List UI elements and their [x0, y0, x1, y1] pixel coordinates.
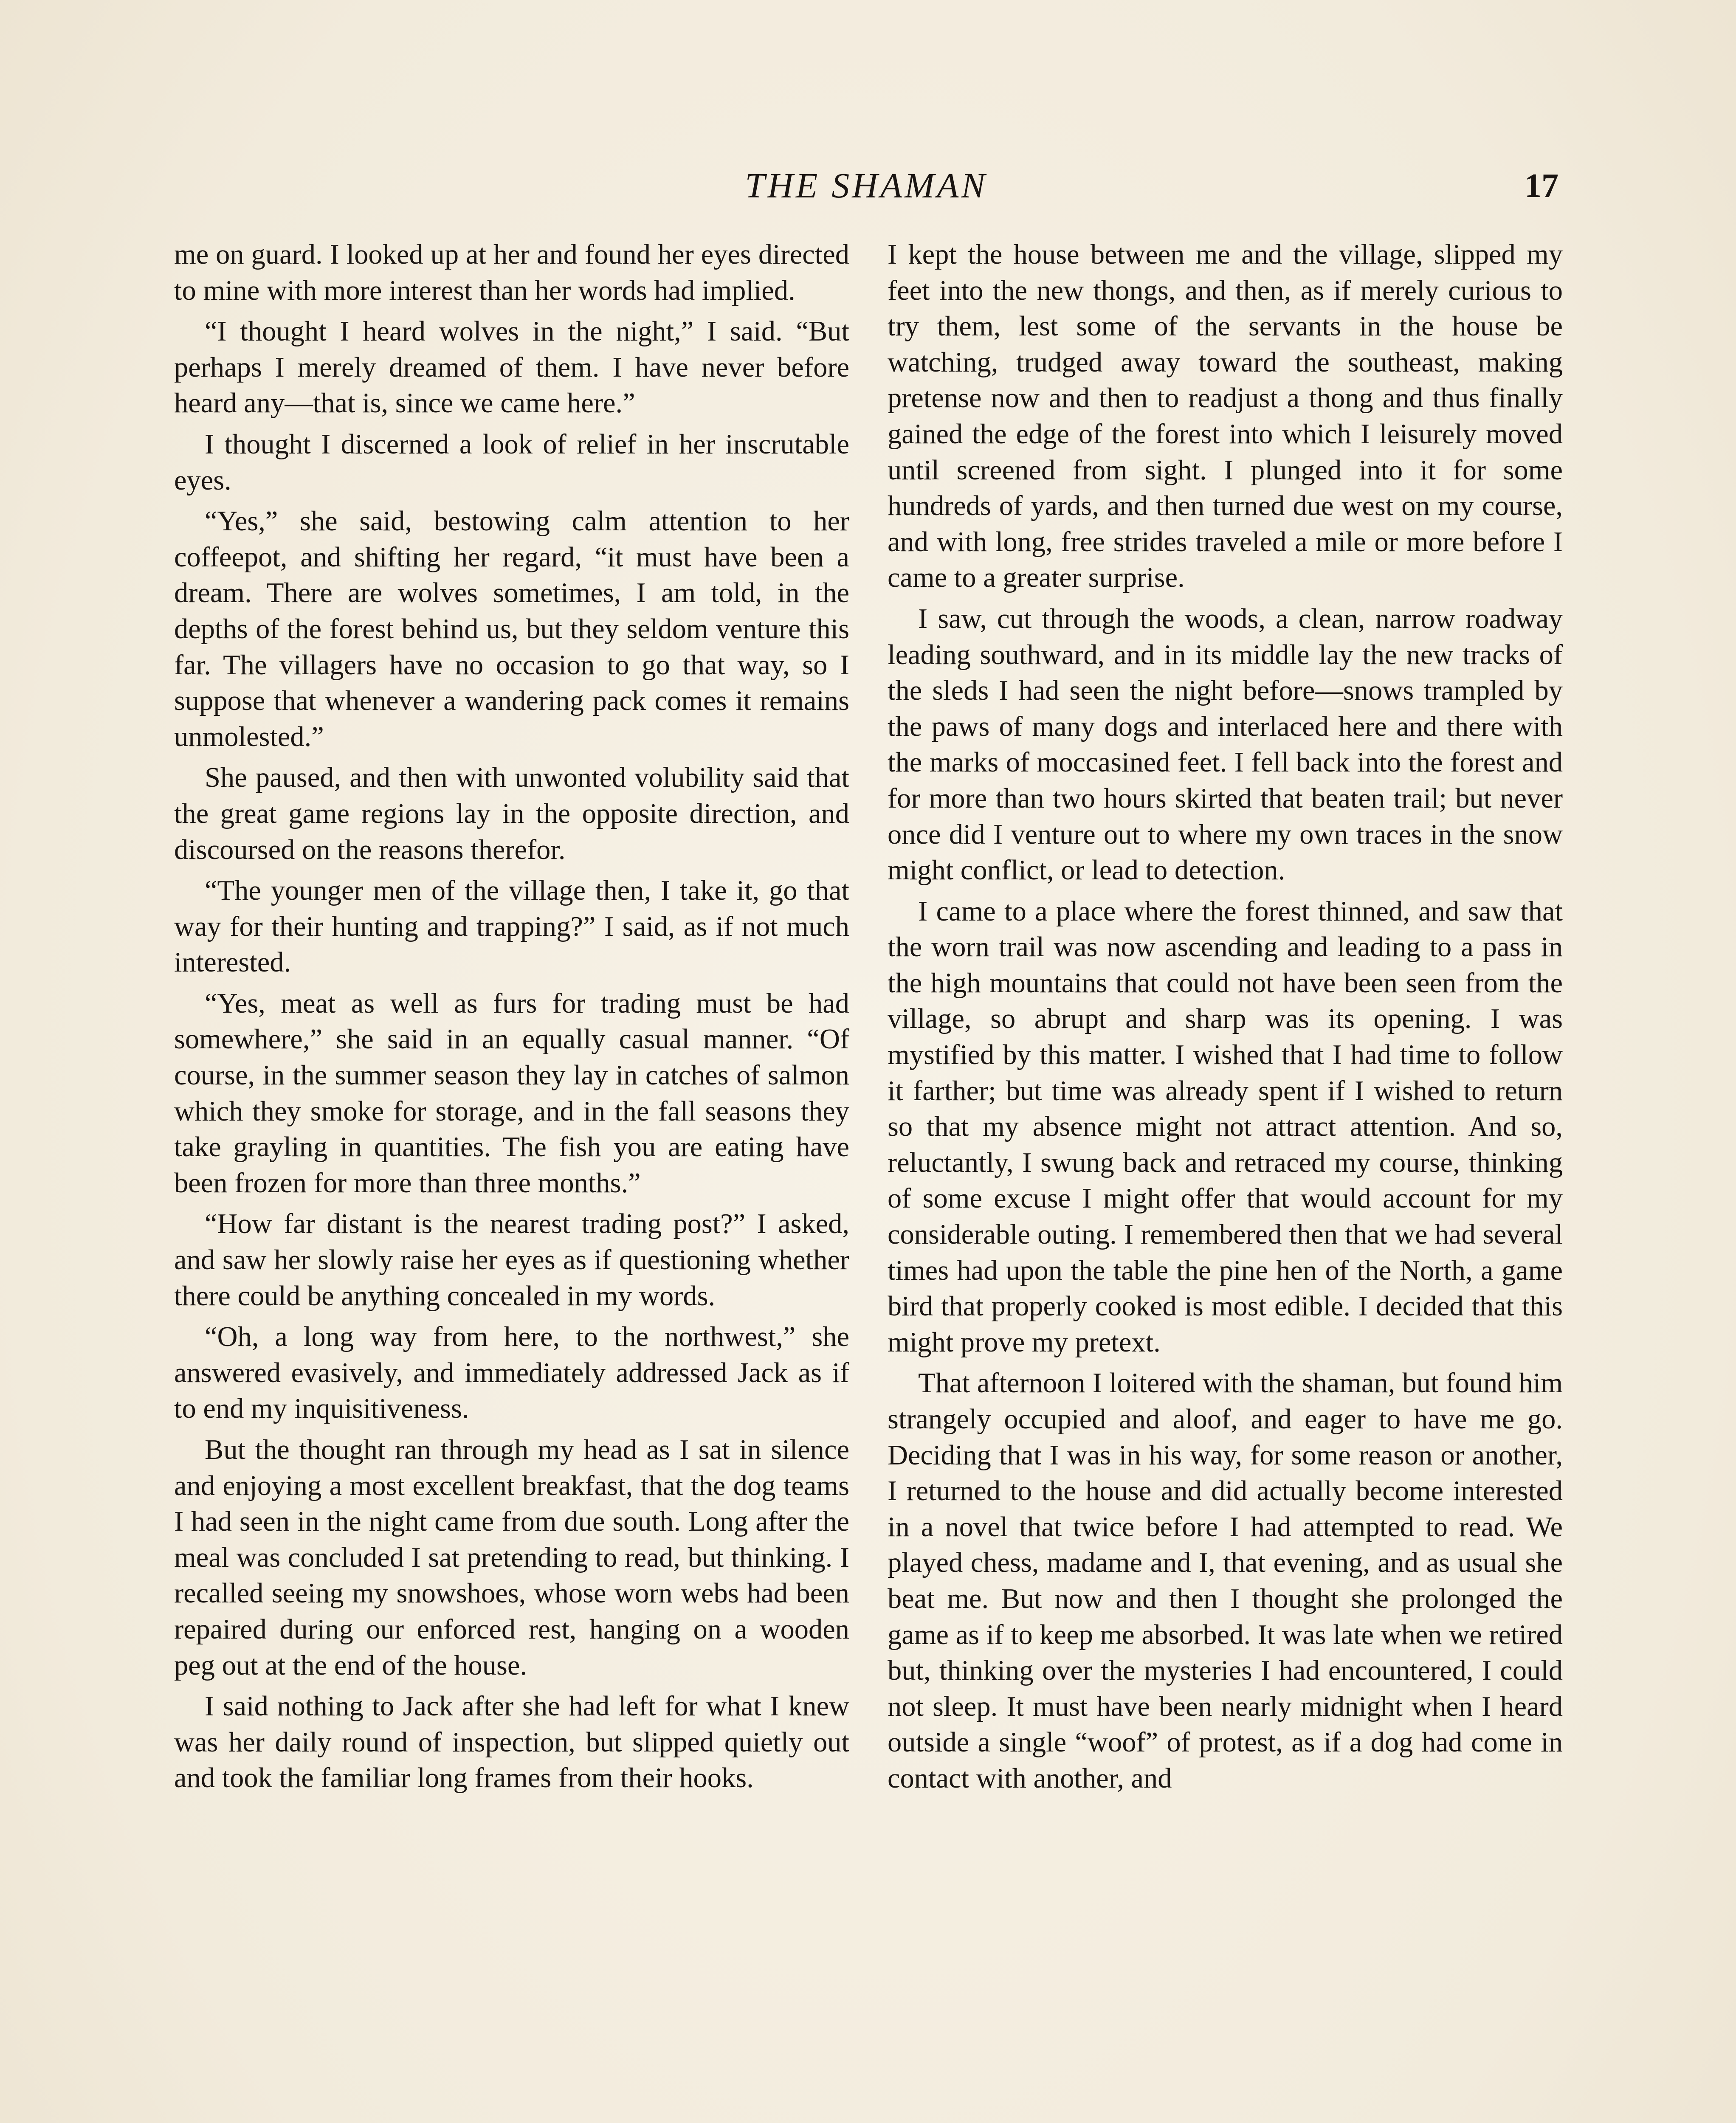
- paragraph: “Yes,” she said, bestowing calm attention to her coffeepot, and shifting her regard, “it must have been a dream. There are wolves sometimes, I am told, in the depths of the forest behind us, but they seldom venture this far. The villagers have no occasion to go that way, so I suppose that whenever a wandering pack comes it remains unmolested.”: [174, 506, 849, 752]
- paragraph: I came to a place where the forest thinned, and saw that the worn trail was now ascending and leading to a pass in the high mountains that could not have been seen from the village, so abrupt and sharp was its opening. I was mystified by this matter. I wished that I had time to follow it farther; but time was already spent if I wished to return so that my absence might not attract attention. And so, reluctantly, I swung back and retraced my course, thinking of some excuse I might offer that would account for my considerable outing. I remembered then that we had several times had upon the table the pine hen of the North, a game bird that properly cooked is most edible. I decided that this might prove my pretext.: [888, 895, 1563, 1358]
- paragraph: I thought I discerned a look of relief in her inscrutable eyes.: [174, 428, 849, 496]
- left-column: [174, 237, 849, 2123]
- paragraph: I said nothing to Jack after she had left for what I knew was her daily round of inspection, but slipped quietly out and took the familiar long frames from their hooks.: [174, 1691, 849, 1794]
- paragraph: “Yes, meat as well as furs for trading must be had somewhere,” she said in an equally casual manner. “Of course, in the summer season they lay in catches of salmon which they smoke for storage, and in the fall seasons they take grayling in quantities. The fish you are eating have been frozen for more than three months.”: [174, 988, 849, 1199]
- paragraph: That afternoon I loitered with the shaman, but found him strangely occupied and aloof, and eager to have me go. Deciding that I was in his way, for some reason or another, I returned to the house and did actually become interested in a novel that twice before I had attempted to read. We played chess, madame and I, that evening, and as usual she beat me. But now and then I thought she prolonged the game as if to keep me absorbed. It was late when we retired but, thinking over the mysteries I had encountered, I could not sleep. It must have been nearly midnight when I heard outside a single “woof” of protest, as if a dog had come in contact with another, and: [888, 1368, 1563, 1794]
- page-header: [174, 165, 1558, 211]
- paragraph: She paused, and then with unwonted volubility said that the great game regions lay in the opposite direction, and discoursed on the reasons therefor.: [174, 762, 849, 865]
- paragraph: “How far distant is the nearest trading post?” I asked, and saw her slowly raise her eyes as if questioning whether there could be anything concealed in my words.: [174, 1208, 849, 1312]
- paragraph: “The younger men of the village then, I take it, go that way for their hunting and trapping?” I said, as if not much interested.: [174, 875, 849, 978]
- right-column: [888, 237, 1563, 2123]
- paragraph: I kept the house between me and the village, slipped my feet into the new thongs, and then, as if merely curious to try them, lest some of the servants in the house be watching, trudged away toward the southeast, making pretense now and then to readjust a thong and thus finally gained the edge of the forest into which I leisurely moved until screened from sight. I plunged into it for some hundreds of yards, and then turned due west on my course, and with long, free strides traveled a mile or more before I came to a greater surprise.: [888, 239, 1563, 594]
- paragraph: But the thought ran through my head as I sat in silence and enjoying a most excellent breakfast, that the dog teams I had seen in the night came from due south. Long after the meal was concluded I sat pretending to read, but thinking. I recalled seeing my snowshoes, whose worn webs had been repaired during our enforced rest, hanging on a wooden peg out at the end of the house.: [174, 1434, 849, 1681]
- running-title: THE SHAMAN: [745, 166, 988, 206]
- paragraph: I saw, cut through the woods, a clean, narrow roadway leading southward, and in its middle lay the new tracks of the sleds I had seen the night before—snows trampled by the paws of many dogs and interlaced here and there with the marks of moccasined feet. I fell back into the forest and for more than two hours skirted that beaten trail; but never once did I venture out to where my own traces in the snow might conflict, or lead to detection.: [888, 603, 1563, 886]
- page-number: 17: [1525, 167, 1558, 205]
- paragraph: “I thought I heard wolves in the night,” I said. “But perhaps I merely dreamed of them. I have never before heard any—that is, since we came here.”: [174, 316, 849, 419]
- paragraph: me on guard. I looked up at her and found her eyes directed to mine with more interest than her words had implied.: [174, 239, 849, 306]
- paragraph: “Oh, a long way from here, to the northwest,” she answered evasively, and immediately addressed Jack as if to end my inquisitiveness.: [174, 1321, 849, 1425]
